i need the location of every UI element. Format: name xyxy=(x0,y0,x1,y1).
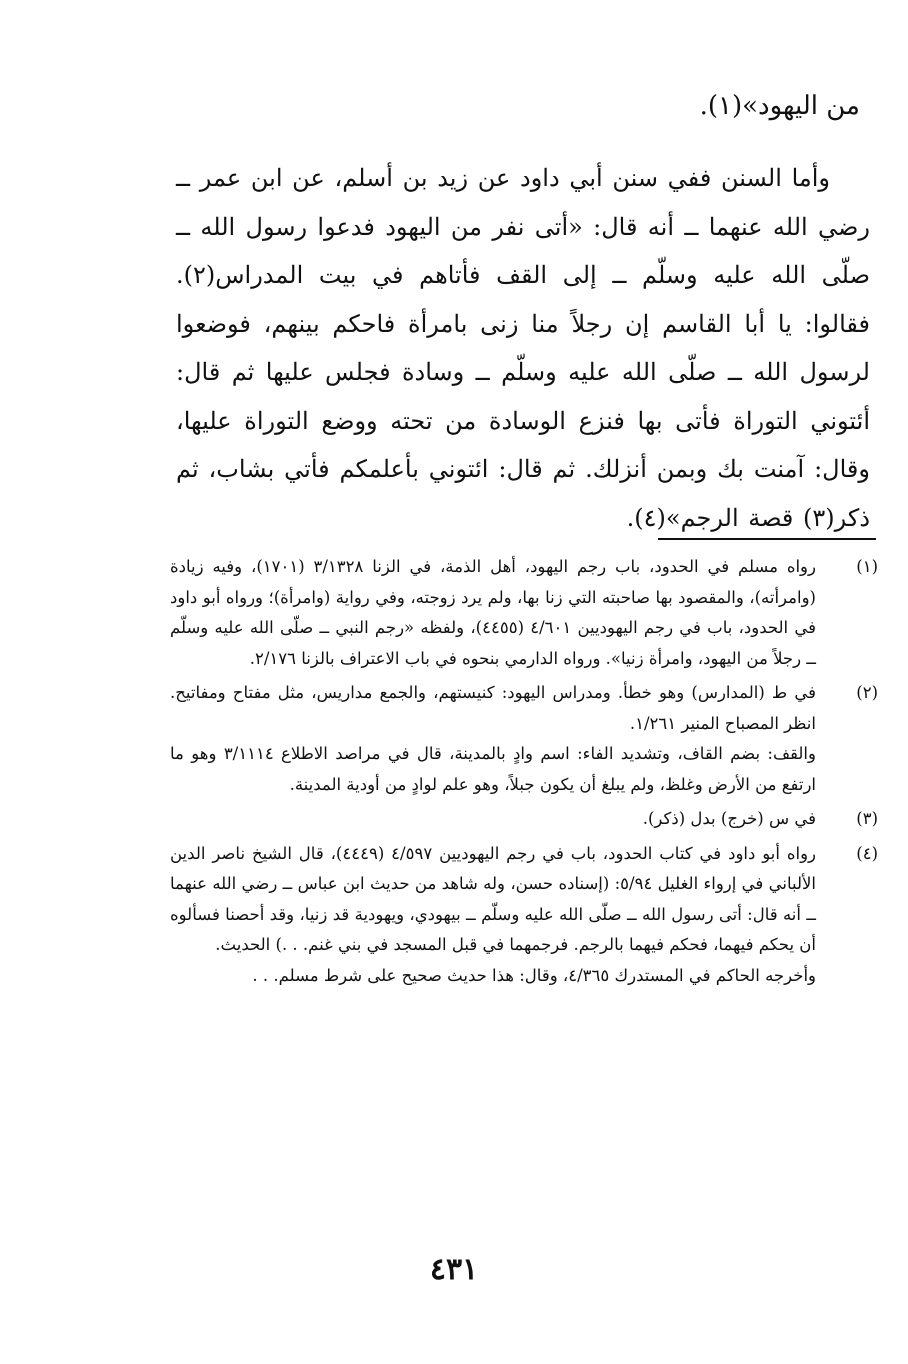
footnote-paragraph: في س (خرج) بدل (ذكر). xyxy=(642,809,816,828)
footnote-2 xyxy=(170,678,878,800)
footnote-3 xyxy=(170,804,878,835)
main-paragraph xyxy=(176,154,870,542)
footnote-body xyxy=(170,678,816,800)
footnote-paragraph: رواه مسلم في الحدود، باب رجم اليهود، أهل الذمة، في الزنا ٣/١٣٢٨ (١٧٠١)، وفيه زيادة (وامرأته)، والمقصود بها صاحبته التي زنا بها، ولم يرد زوجته، وفي رواية (وامرأة)؛ ورواه أبو داود في الحدود، باب في رجم اليهوديين ٤/٦٠١ (٤٤٥٥)، ولفظه «رجم النبي ــ صلّى الله عليه وسلّم ــ رجلاً من اليهود، وامرأة زنيا». ورواه الدارمي بنحوه في باب الاعتراف بالزنا ٢/١٧٦. xyxy=(170,557,816,668)
footnote-paragraph: وأخرجه الحاكم في المستدرك ٤/٣٦٥، وقال: هذا حديث صحيح على شرط مسلم. . . xyxy=(252,965,816,985)
footnote-number: (١) xyxy=(856,557,878,576)
footnotes xyxy=(170,552,878,991)
footnote-paragraph: في ط (المدارس) وهو خطأ. ومدراس اليهود: كنيستهم، والجمع مداريس، مثل مفتاح ومفاتيح. انظر المصباح المنير ١/٢٦١. xyxy=(170,683,816,733)
opening-line: من اليهود»(١). xyxy=(699,91,860,121)
footnote-body xyxy=(170,839,816,992)
footnote-body xyxy=(170,552,816,674)
footnote-1 xyxy=(170,552,878,674)
footnote-paragraph: والقف: بضم القاف، وتشديد الفاء: اسم وادٍ بالمدينة، قال في مراصد الاطلاع ٣/١١١٤ وهو ما ارتفع من الأرض وغلظ، ولم يبلغ أن يكون جبلاً، وهو علم لوادٍ من أودية المدينة. xyxy=(170,744,816,794)
main-paragraph-text: وأما السنن ففي سنن أبي داود عن زيد بن أسلم، عن ابن عمر ــ رضي الله عنهما ــ أنه قال: «أتى نفر من اليهود فدعوا رسول الله ــ صلّى الله عليه وسلّم ــ إلى القف فأتاهم في بيت المدراس(٢). فقالوا: يا أبا القاسم إن رجلاً منا زنى بامرأة فاحكم بينهم، فوضعوا لرسول الله ــ صلّى الله عليه وسلّم ــ وسادة فجلس عليها ثم قال: أئتوني التوراة فأتى بها فنزع الوسادة من تحته ووضع التوراة عليها، وقال: آمنت بك وبمن أنزلك. ثم قال: ائتوني بأعلمكم فأتي بشاب، ثم ذكر(٣) قصة الرجم»(٤). xyxy=(176,164,870,532)
footnote-separator xyxy=(658,538,876,540)
footnote-number: (٢) xyxy=(856,683,878,702)
footnote-4 xyxy=(170,839,878,992)
page-number: ٤٣١ xyxy=(429,1252,479,1287)
footnote-number: (٣) xyxy=(856,809,878,828)
footnote-paragraph: رواه أبو داود في كتاب الحدود، باب في رجم اليهوديين ٤/٥٩٧ (٤٤٤٩)، قال الشيخ ناصر الدين الألباني في إرواء الغليل ٥/٩٤: (إسناده حسن، وله شاهد من حديث ابن عباس ــ رضي الله عنهما ــ أنه قال: أتى رسول الله ــ صلّى الله عليه وسلّم ــ بيهودي، ويهودية قد زنيا، وقد أحصنا فسألوه أن يحكم فيهما، فحكم فيهما بالرجم. فرجمهما في قبل المسجد في بني غنم. . .) الحديث. xyxy=(170,843,817,954)
footnote-body xyxy=(170,804,816,835)
footnote-number: (٤) xyxy=(856,843,878,863)
